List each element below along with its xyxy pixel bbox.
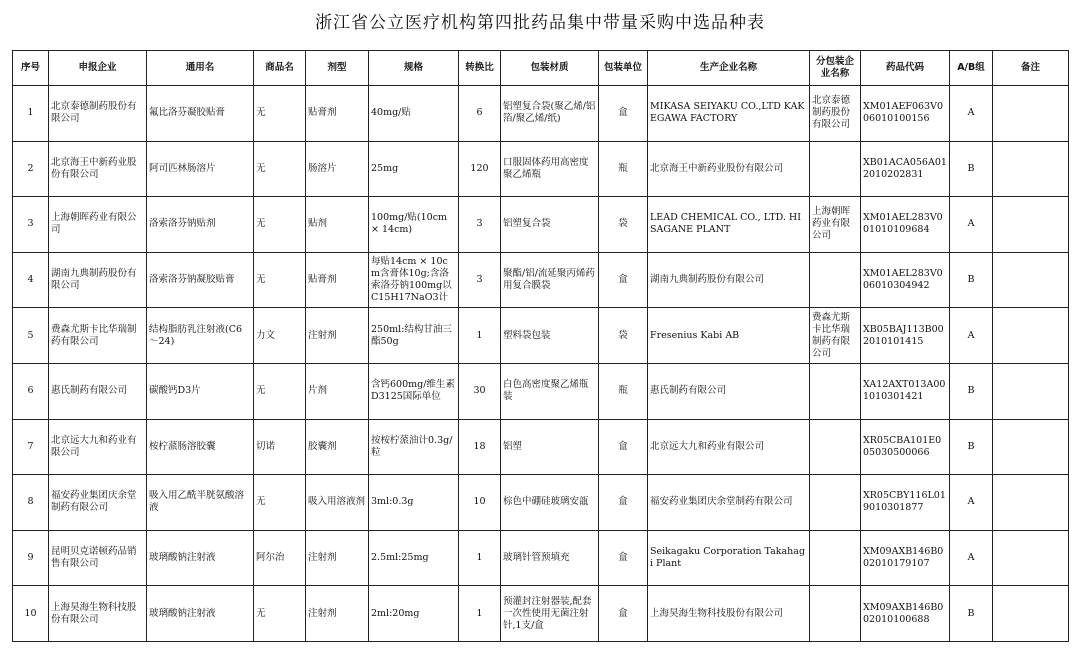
cell-remarks	[993, 197, 1069, 253]
cell-spec: 3ml:0.3g	[369, 475, 459, 531]
cell-generic-name: 吸入用乙酰半胱氨酸溶液	[147, 475, 254, 531]
cell-trade-name: 阿尔治	[254, 530, 306, 586]
cell-dosage-form: 贴膏剂	[306, 252, 369, 308]
cell-spec: 2.5ml:25mg	[369, 530, 459, 586]
cell-generic-name: 桉柠蒎肠溶胶囊	[147, 419, 254, 475]
cell-drug-code: XM01AEL283V006010304942	[861, 252, 950, 308]
cell-remarks	[993, 586, 1069, 642]
cell-group: A	[950, 475, 993, 531]
cell-applicant: 北京泰德制药股份有限公司	[49, 86, 147, 142]
table-row	[13, 197, 1069, 253]
cell-trade-name: 无	[254, 475, 306, 531]
cell-spec: 40mg/贴	[369, 86, 459, 142]
cell-subpackager	[810, 586, 861, 642]
cell-subpackager	[810, 530, 861, 586]
cell-conversion: 3	[459, 197, 501, 253]
cell-dosage-form: 片剂	[306, 363, 369, 419]
cell-trade-name: 切诺	[254, 419, 306, 475]
cell-generic-name: 结构脂肪乳注射液(C6～24)	[147, 308, 254, 364]
cell-conversion: 30	[459, 363, 501, 419]
table-row	[13, 530, 1069, 586]
cell-spec: 每贴14cm × 10cm含膏体10g;含洛索洛芬钠100mg以C15H17NaO3计	[369, 252, 459, 308]
cell-conversion: 1	[459, 308, 501, 364]
cell-trade-name: 无	[254, 586, 306, 642]
cell-dosage-form: 注射剂	[306, 586, 369, 642]
cell-manufacturer: 福安药业集团庆余堂制药有限公司	[648, 475, 810, 531]
col-header-packaging: 包装材质	[501, 51, 599, 86]
cell-drug-code: XM01AEF063V006010100156	[861, 86, 950, 142]
cell-remarks	[993, 475, 1069, 531]
cell-group: B	[950, 586, 993, 642]
cell-manufacturer: 湖南九典制药股份有限公司	[648, 252, 810, 308]
cell-conversion: 1	[459, 586, 501, 642]
cell-index: 6	[13, 363, 49, 419]
table-row	[13, 308, 1069, 364]
cell-remarks	[993, 252, 1069, 308]
cell-packaging: 铝塑复合袋(聚乙烯/铝箔/聚乙烯/纸)	[501, 86, 599, 142]
col-header-conversion: 转换比	[459, 51, 501, 86]
cell-index: 2	[13, 141, 49, 197]
procurement-table	[12, 50, 1069, 642]
cell-group: A	[950, 530, 993, 586]
cell-subpackager: 北京泰德制药股份有限公司	[810, 86, 861, 142]
cell-conversion: 18	[459, 419, 501, 475]
cell-remarks	[993, 419, 1069, 475]
table-row	[13, 475, 1069, 531]
table-row	[13, 86, 1069, 142]
cell-spec: 100mg/贴(10cm × 14cm)	[369, 197, 459, 253]
cell-index: 1	[13, 86, 49, 142]
cell-unit: 盒	[599, 530, 648, 586]
cell-packaging: 铝塑复合袋	[501, 197, 599, 253]
cell-unit: 袋	[599, 197, 648, 253]
table-row	[13, 419, 1069, 475]
col-header-subpackager: 分包装企业名称	[810, 51, 861, 86]
cell-drug-code: XM09AXB146B002010100688	[861, 586, 950, 642]
cell-generic-name: 碳酸钙D3片	[147, 363, 254, 419]
cell-packaging: 玻璃针管预填充	[501, 530, 599, 586]
cell-trade-name: 无	[254, 363, 306, 419]
cell-conversion: 6	[459, 86, 501, 142]
cell-packaging: 口服固体药用高密度聚乙烯瓶	[501, 141, 599, 197]
cell-subpackager	[810, 141, 861, 197]
cell-trade-name: 无	[254, 141, 306, 197]
cell-applicant: 惠氏制药有限公司	[49, 363, 147, 419]
cell-applicant: 湖南九典制药股份有限公司	[49, 252, 147, 308]
cell-applicant: 福安药业集团庆余堂制药有限公司	[49, 475, 147, 531]
table-row	[13, 141, 1069, 197]
cell-packaging: 铝塑	[501, 419, 599, 475]
table-header-row	[13, 51, 1069, 86]
cell-remarks	[993, 86, 1069, 142]
cell-trade-name: 力文	[254, 308, 306, 364]
cell-remarks	[993, 308, 1069, 364]
cell-dosage-form: 肠溶片	[306, 141, 369, 197]
cell-applicant: 北京远大九和药业有限公司	[49, 419, 147, 475]
cell-packaging: 塑料袋包装	[501, 308, 599, 364]
cell-index: 10	[13, 586, 49, 642]
col-header-trade-name: 商品名	[254, 51, 306, 86]
cell-generic-name: 氟比洛芬凝胶贴膏	[147, 86, 254, 142]
cell-subpackager	[810, 252, 861, 308]
cell-drug-code: XM01AEL283V001010109684	[861, 197, 950, 253]
cell-subpackager: 费森尤斯卡比华瑞制药有限公司	[810, 308, 861, 364]
cell-unit: 盒	[599, 86, 648, 142]
cell-unit: 盒	[599, 419, 648, 475]
cell-subpackager	[810, 419, 861, 475]
cell-spec: 2ml:20mg	[369, 586, 459, 642]
col-header-applicant: 申报企业	[49, 51, 147, 86]
cell-packaging: 白色高密度聚乙烯瓶装	[501, 363, 599, 419]
cell-group: A	[950, 308, 993, 364]
cell-dosage-form: 贴剂	[306, 197, 369, 253]
cell-conversion: 120	[459, 141, 501, 197]
cell-group: B	[950, 252, 993, 308]
cell-generic-name: 玻璃酸钠注射液	[147, 586, 254, 642]
col-header-index: 序号	[13, 51, 49, 86]
cell-manufacturer: Seikagaku Corporation Takahagi Plant	[648, 530, 810, 586]
cell-drug-code: XR05CBA101E005030500066	[861, 419, 950, 475]
cell-packaging: 聚酯/铝/流延聚丙烯药用复合膜袋	[501, 252, 599, 308]
cell-generic-name: 洛索洛芬钠凝胶贴膏	[147, 252, 254, 308]
cell-packaging: 预灌封注射器装,配套一次性使用无菌注射针,1支/盒	[501, 586, 599, 642]
cell-trade-name: 无	[254, 252, 306, 308]
cell-unit: 瓶	[599, 141, 648, 197]
col-header-manufacturer: 生产企业名称	[648, 51, 810, 86]
cell-generic-name: 洛索洛芬钠贴剂	[147, 197, 254, 253]
cell-index: 8	[13, 475, 49, 531]
cell-generic-name: 玻璃酸钠注射液	[147, 530, 254, 586]
cell-spec: 按桉柠蒎油计0.3g/粒	[369, 419, 459, 475]
table-row	[13, 363, 1069, 419]
cell-conversion: 1	[459, 530, 501, 586]
cell-applicant: 上海昊海生物科技股份有限公司	[49, 586, 147, 642]
cell-index: 3	[13, 197, 49, 253]
cell-applicant: 费森尤斯卡比华瑞制药有限公司	[49, 308, 147, 364]
cell-conversion: 3	[459, 252, 501, 308]
cell-manufacturer: Fresenius Kabi AB	[648, 308, 810, 364]
cell-conversion: 10	[459, 475, 501, 531]
cell-drug-code: XR05CBY116L019010301877	[861, 475, 950, 531]
col-header-spec: 规格	[369, 51, 459, 86]
cell-unit: 盒	[599, 475, 648, 531]
cell-manufacturer: LEAD CHEMICAL CO., LTD. HISAGANE PLANT	[648, 197, 810, 253]
cell-unit: 盒	[599, 586, 648, 642]
cell-group: A	[950, 197, 993, 253]
cell-remarks	[993, 530, 1069, 586]
cell-applicant: 北京海王中新药业股份有限公司	[49, 141, 147, 197]
cell-manufacturer: 北京远大九和药业有限公司	[648, 419, 810, 475]
cell-group: A	[950, 86, 993, 142]
col-header-remarks: 备注	[993, 51, 1069, 86]
cell-spec: 含钙600mg/维生素D3125国际单位	[369, 363, 459, 419]
cell-index: 9	[13, 530, 49, 586]
cell-applicant: 昆明贝克诺顿药品销售有限公司	[49, 530, 147, 586]
cell-spec: 250ml:结构甘油三酯50g	[369, 308, 459, 364]
cell-manufacturer: 上海昊海生物科技股份有限公司	[648, 586, 810, 642]
col-header-group: A/B组	[950, 51, 993, 86]
cell-unit: 盒	[599, 252, 648, 308]
cell-trade-name: 无	[254, 86, 306, 142]
cell-manufacturer: 惠氏制药有限公司	[648, 363, 810, 419]
col-header-unit: 包装单位	[599, 51, 648, 86]
cell-subpackager	[810, 475, 861, 531]
cell-group: B	[950, 141, 993, 197]
cell-subpackager: 上海朝晖药业有限公司	[810, 197, 861, 253]
cell-remarks	[993, 363, 1069, 419]
cell-dosage-form: 注射剂	[306, 308, 369, 364]
cell-group: B	[950, 419, 993, 475]
page-title: 浙江省公立医疗机构第四批药品集中带量采购中选品种表	[315, 13, 765, 33]
cell-dosage-form: 贴膏剂	[306, 86, 369, 142]
cell-unit: 瓶	[599, 363, 648, 419]
cell-drug-code: XB01ACA056A012010202831	[861, 141, 950, 197]
cell-drug-code: XA12AXT013A001010301421	[861, 363, 950, 419]
cell-manufacturer: 北京海王中新药业股份有限公司	[648, 141, 810, 197]
cell-manufacturer: MIKASA SEIYAKU CO.,LTD KAKEGAWA FACTORY	[648, 86, 810, 142]
cell-generic-name: 阿司匹林肠溶片	[147, 141, 254, 197]
table-row	[13, 586, 1069, 642]
cell-dosage-form: 吸入用溶液剂	[306, 475, 369, 531]
col-header-dosage-form: 剂型	[306, 51, 369, 86]
cell-applicant: 上海朝晖药业有限公司	[49, 197, 147, 253]
cell-drug-code: XM09AXB146B002010179107	[861, 530, 950, 586]
cell-subpackager	[810, 363, 861, 419]
col-header-generic-name: 通用名	[147, 51, 254, 86]
cell-spec: 25mg	[369, 141, 459, 197]
cell-unit: 袋	[599, 308, 648, 364]
cell-dosage-form: 胶囊剂	[306, 419, 369, 475]
cell-group: B	[950, 363, 993, 419]
cell-index: 7	[13, 419, 49, 475]
cell-index: 4	[13, 252, 49, 308]
table-row	[13, 252, 1069, 308]
cell-dosage-form: 注射剂	[306, 530, 369, 586]
cell-drug-code: XB05BAJ113B002010101415	[861, 308, 950, 364]
col-header-drug-code: 药品代码	[861, 51, 950, 86]
cell-index: 5	[13, 308, 49, 364]
cell-trade-name: 无	[254, 197, 306, 253]
cell-remarks	[993, 141, 1069, 197]
cell-packaging: 棕色中硼硅玻璃安瓿	[501, 475, 599, 531]
